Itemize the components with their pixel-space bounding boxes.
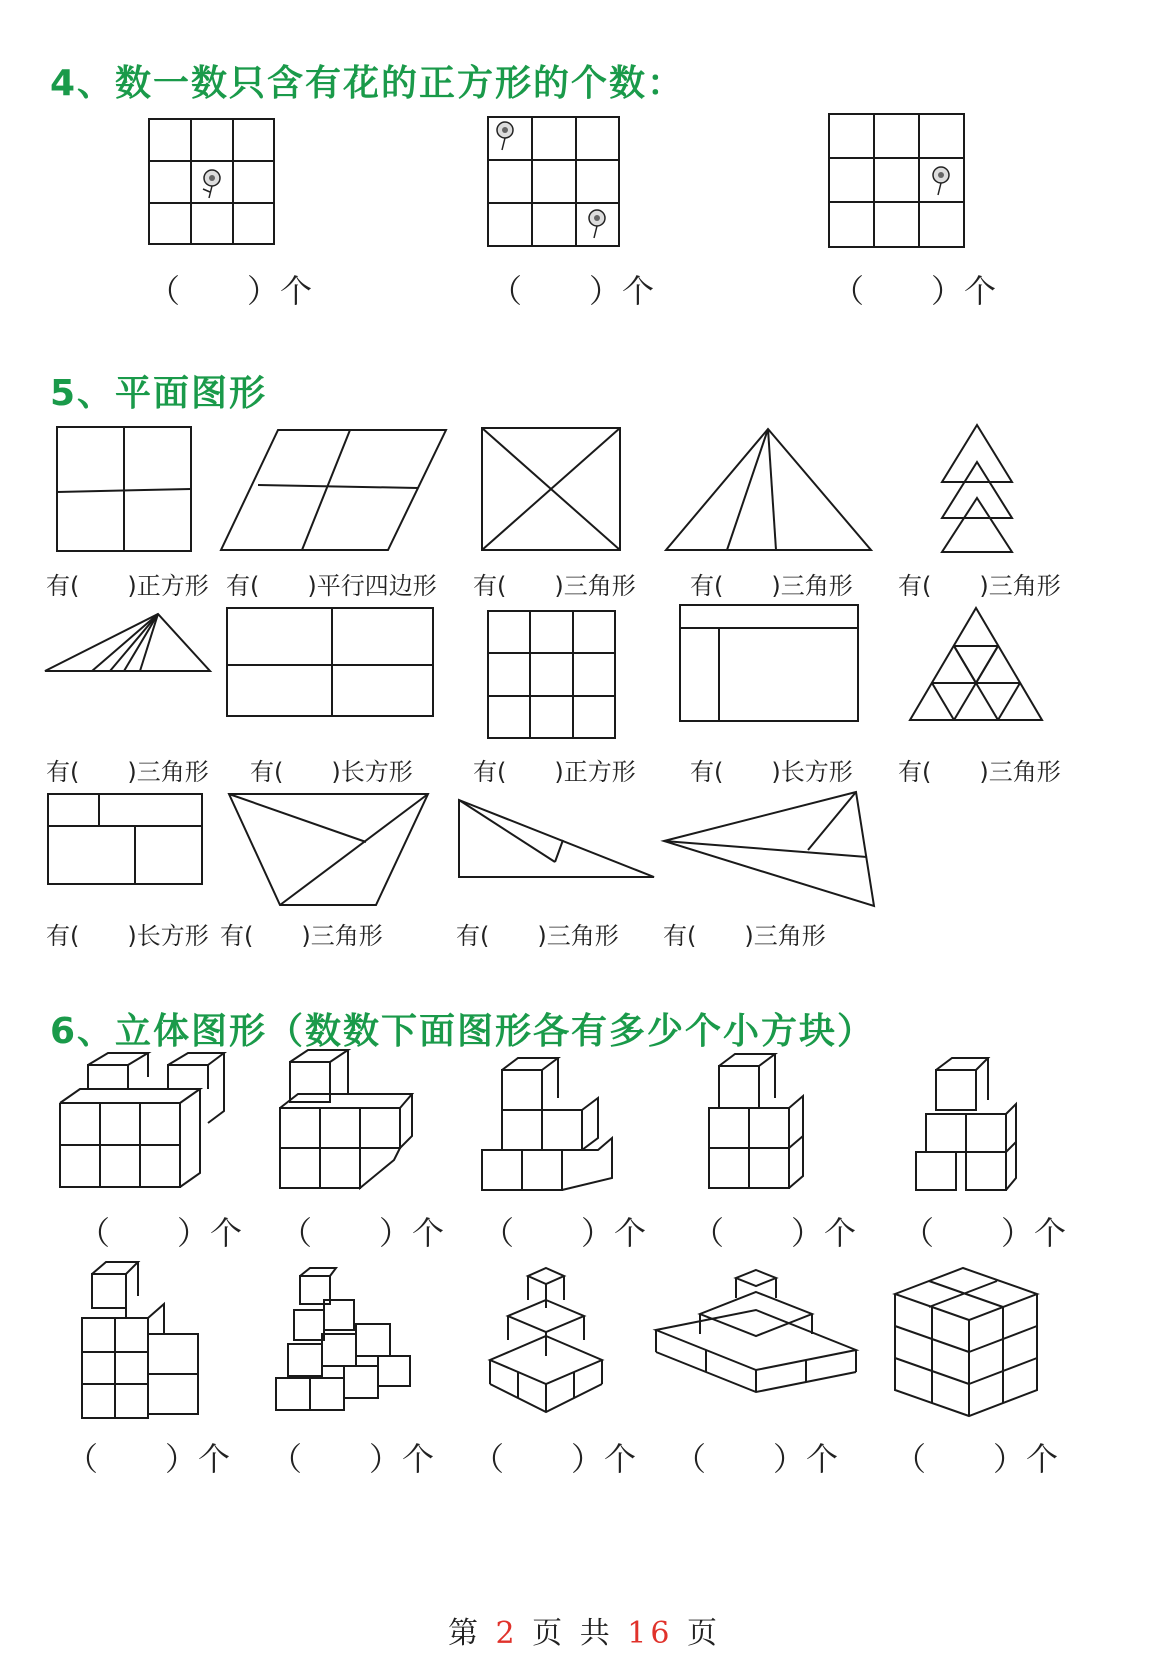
footer-prefix: 第 <box>447 1616 482 1651</box>
cube-figure-2 <box>278 1060 412 1192</box>
cube-figure-6 <box>80 1264 204 1420</box>
label-5-12: 有( )三角形 <box>220 922 383 950</box>
answer-blank-6-10[interactable]: （ ）个 <box>894 1440 1060 1478</box>
flower-icon <box>589 210 605 238</box>
label-5-9: 有( )长方形 <box>690 758 853 786</box>
cube-figure-3 <box>480 1062 614 1194</box>
grid-figure-1 <box>148 118 276 246</box>
answer-blank-6-7[interactable]: （ ）个 <box>270 1440 436 1478</box>
grid-figure-3 <box>828 113 966 249</box>
section-6-title: 6、立体图形（数数下面图形各有多少个小方块） <box>50 1011 876 1052</box>
page-number: 2 <box>495 1616 519 1651</box>
grid-figure-2 <box>487 116 621 248</box>
label-5-6: 有( )三角形 <box>46 758 209 786</box>
plane-figure-7 <box>226 607 436 719</box>
answer-blank-4-1[interactable]: （ ）个 <box>148 272 314 310</box>
answer-blank-6-9[interactable]: （ ）个 <box>674 1440 840 1478</box>
answer-blank-6-4[interactable]: （ ）个 <box>692 1214 858 1252</box>
flower-icon <box>203 170 220 198</box>
answer-blank-6-3[interactable]: （ ）个 <box>482 1214 648 1252</box>
label-5-4: 有( )三角形 <box>690 572 853 600</box>
plane-figure-8 <box>487 610 617 740</box>
label-5-5: 有( )三角形 <box>898 572 1061 600</box>
cube-figure-4 <box>707 1060 807 1192</box>
label-5-13: 有( )三角形 <box>456 922 619 950</box>
plane-figure-3 <box>481 427 623 553</box>
answer-blank-6-6[interactable]: （ ）个 <box>66 1440 232 1478</box>
footer-suffix: 页 <box>687 1616 721 1651</box>
plane-figure-11 <box>47 793 205 887</box>
cube-figure-7 <box>274 1270 414 1414</box>
label-5-2: 有( )平行四边形 <box>226 572 437 600</box>
answer-blank-6-8[interactable]: （ ）个 <box>472 1440 638 1478</box>
cube-figure-8 <box>474 1266 618 1416</box>
flower-icon <box>933 167 949 195</box>
section-5-title: 5、平面图形 <box>50 373 268 414</box>
plane-figure-12 <box>228 792 432 908</box>
page-footer <box>0 1608 1169 1652</box>
label-5-8: 有( )正方形 <box>473 758 636 786</box>
plane-figure-2 <box>220 428 448 552</box>
label-5-14: 有( )三角形 <box>663 922 826 950</box>
answer-blank-6-1[interactable]: （ ）个 <box>78 1214 244 1252</box>
plane-figure-10 <box>908 606 1044 722</box>
label-5-11: 有( )长方形 <box>46 922 209 950</box>
plane-figure-9 <box>679 604 861 724</box>
plane-figure-1 <box>56 426 194 554</box>
plane-figure-5 <box>940 424 1014 554</box>
footer-middle: 页 共 <box>532 1616 614 1651</box>
total-pages: 16 <box>627 1616 674 1651</box>
plane-figure-4 <box>665 428 873 552</box>
flower-icon <box>497 122 513 150</box>
answer-blank-6-5[interactable]: （ ）个 <box>902 1214 1068 1252</box>
section-4-title: 4、数一数只含有花的正方形的个数： <box>50 63 686 104</box>
cube-figure-10 <box>893 1266 1039 1418</box>
answer-blank-4-2[interactable]: （ ）个 <box>490 272 656 310</box>
plane-figure-14 <box>662 790 880 910</box>
label-5-10: 有( )三角形 <box>898 758 1061 786</box>
label-5-3: 有( )三角形 <box>473 572 636 600</box>
plane-figure-6 <box>44 612 212 674</box>
cube-figure-1 <box>58 1063 228 1191</box>
answer-blank-6-2[interactable]: （ ）个 <box>280 1214 446 1252</box>
cube-figure-5 <box>914 1056 1018 1194</box>
plane-figure-13 <box>458 798 656 880</box>
label-5-1: 有( )正方形 <box>46 572 209 600</box>
label-5-7: 有( )长方形 <box>250 758 413 786</box>
cube-figure-9 <box>652 1268 860 1396</box>
answer-blank-4-3[interactable]: （ ）个 <box>832 272 998 310</box>
